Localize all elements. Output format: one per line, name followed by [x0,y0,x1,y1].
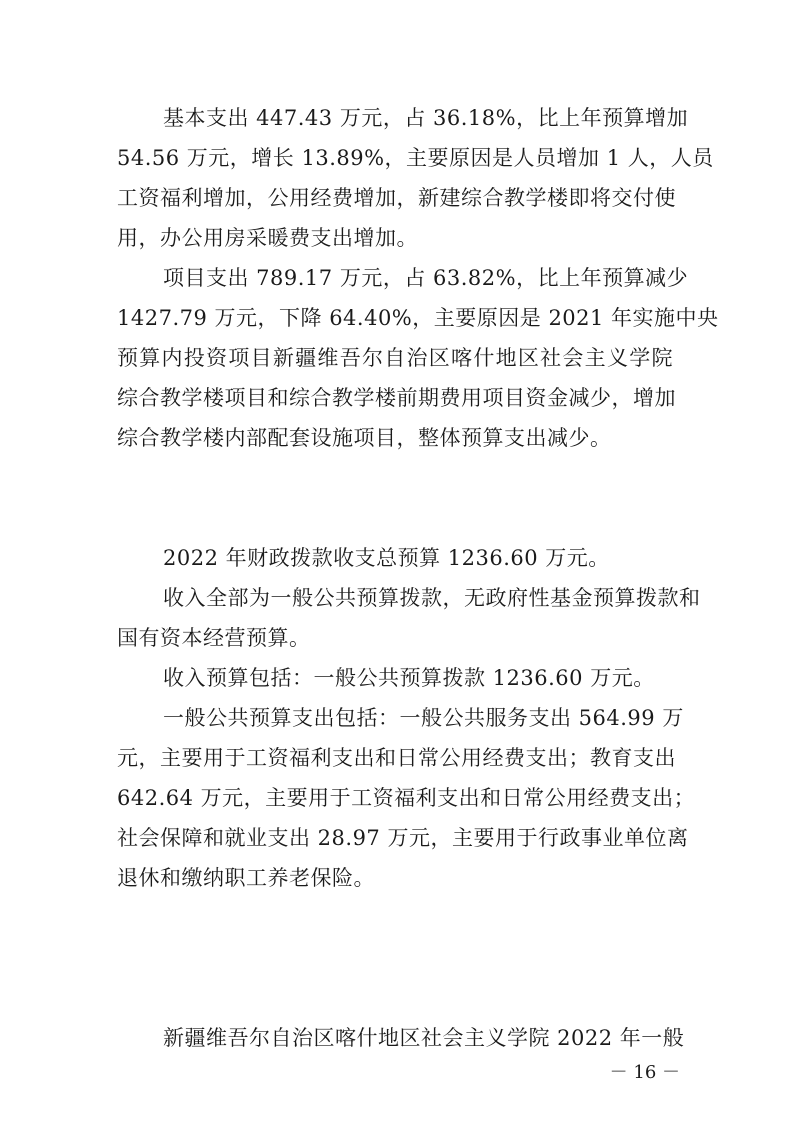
section-heading-5 [117,943,673,973]
paragraph-basic-expenditure-line: 基本支出 447.43 万元，占 36.18%，比上年预算增加 [163,106,689,130]
paragraph-basic-expenditure-line: 用，办公用房采暖费支出增加。 [117,226,418,250]
paragraph-income-budget: 收入预算包括：一般公共预算拨款 1236.60 万元。 [163,666,655,690]
paragraph-income-source-line: 国有资本经营预算。 [117,626,311,650]
paragraph-basic-expenditure-line: 54.56 万元，增长 13.89%，主要原因是人员增加 1 人，人员 [117,146,714,170]
paragraph-total-budget: 2022 年财政拨款收支总预算 1236.60 万元。 [163,546,610,570]
paragraph-project-expenditure-line: 预算内投资项目新疆维吾尔自治区喀什地区社会主义学院 [117,346,673,370]
paragraph-project-expenditure-line: 项目支出 789.17 万元，占 63.82%，比上年预算减少 [163,266,689,290]
paragraph-general-expenditure-line: 退休和缴纳职工养老保险。 [117,866,375,890]
subsection-heading-5-1 [163,983,673,1013]
paragraph-general-expenditure-line: 一般公共预算支出包括：一般公共服务支出 564.99 万 [163,706,684,730]
paragraph-general-expenditure-line: 642.64 万元，主要用于工资福利支出和日常公用经费支出； [117,786,696,810]
paragraph-income-source-line: 收入全部为一般公共预算拨款，无政府性基金预算拨款和 [163,586,701,610]
section-heading-5 [163,903,673,933]
paragraph-project-expenditure-line: 综合教学楼内部配套设施项目，整体预算支出减少。 [117,426,612,450]
paragraph-project-expenditure-line: 1427.79 万元，下降 64.40%，主要原因是 2021 年实施中央 [117,306,719,330]
paragraph-basic-expenditure-line: 工资福利增加，公用经费增加，新建综合教学楼即将交付使 [117,186,676,210]
paragraph-project-expenditure-line: 综合教学楼项目和综合教学楼前期费用项目资金减少，增加 [117,386,676,410]
section-heading-4 [163,463,673,493]
page-number: － 16 － [609,1062,680,1083]
section-heading-4 [117,503,673,533]
paragraph-continued-line: 新疆维吾尔自治区喀什地区社会主义学院 2022 年一般 [163,1026,685,1050]
paragraph-general-expenditure-line: 元，主要用于工资福利支出和日常公用经费支出；教育支出 [117,746,676,770]
paragraph-general-expenditure-line: 社会保障和就业支出 28.97 万元，主要用于行政事业单位离 [117,826,689,850]
